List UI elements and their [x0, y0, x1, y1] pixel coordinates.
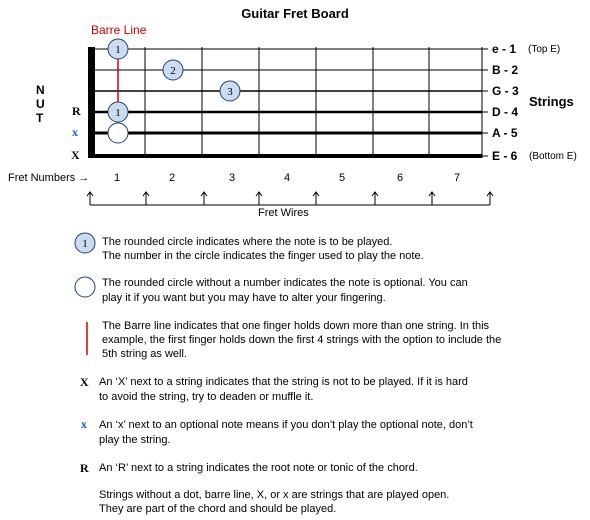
finger-dot-label: 2	[170, 65, 176, 77]
fret-number-1: 1	[113, 172, 121, 184]
legend-x-mark: X	[80, 375, 89, 389]
nut-bar	[88, 47, 95, 158]
legend-optional-circle-icon	[75, 277, 95, 297]
fret-number-3: 3	[228, 172, 236, 184]
legend-xlower-line1: An ‘x’ next to an optional note means if you don’t play the optional note, don’t	[99, 419, 473, 431]
fret-number-7: 7	[453, 172, 461, 184]
barre-line-label: Barre Line	[91, 23, 147, 37]
legend-barre-line2: example, the first finger holds down the first 4 strings with the option to include the	[102, 334, 502, 346]
string-note-1: (Top E)	[528, 44, 561, 55]
legend-barre-line1: The Barre line indicates that one finger holds down more than one string. In this	[102, 320, 490, 332]
legend-r-mark: R	[80, 461, 89, 475]
string-name-5: A - 5	[492, 126, 518, 140]
legend-numbered-line2: The number in the circle indicates the finger used to play the note.	[102, 250, 424, 262]
legend-numbered-circle-label: 1	[82, 238, 88, 250]
string-mark-optional-mute: x	[72, 125, 78, 139]
string-note-6: (Bottom E)	[529, 151, 577, 162]
fret-number-4: 4	[283, 172, 291, 184]
legend-optional-line1: The rounded circle without a number indicates the note is optional. You can	[102, 277, 468, 289]
diagram-title: Guitar Fret Board	[241, 6, 349, 21]
legend-xlower-mark: x	[81, 417, 87, 431]
finger-dot-label: 1	[115, 44, 121, 56]
legend-x-line1: An ‘X’ next to a string indicates that the string is not to be played. If it is hard	[99, 376, 468, 388]
legend-open-line1: Strings without a dot, barre line, X, or x are strings that are played open.	[99, 489, 450, 501]
legend-r-line1: An ‘R’ next to a string indicates the root note or tonic of the chord.	[99, 462, 418, 474]
fret-numbers-label: Fret Numbers →	[8, 172, 90, 184]
string-name-2: B - 2	[492, 63, 519, 77]
finger-dot-label: 3	[227, 86, 233, 98]
legend-xlower-line2: play the string.	[99, 434, 171, 446]
legend-x-line2: to avoid the string, try to deaden or muffle it.	[99, 391, 314, 403]
optional-note-dot	[108, 123, 128, 143]
strings-label: Strings	[529, 94, 574, 109]
nut-letter-n: N	[36, 83, 45, 97]
string-name-3: G - 3	[492, 84, 519, 98]
fret-wires-label: Fret Wires	[258, 207, 309, 219]
finger-dot-label: 1	[115, 107, 121, 119]
legend-open-line2: They are part of the chord and should be played.	[99, 503, 337, 515]
nut-letter-t: T	[36, 111, 44, 125]
string-name-6: E - 6	[492, 149, 518, 163]
fret-number-2: 2	[168, 172, 176, 184]
legend-numbered-line1: The rounded circle indicates where the note is to be played.	[102, 236, 393, 248]
nut-letter-u: U	[36, 97, 45, 111]
legend-barre-line3: 5th string as well.	[102, 348, 187, 360]
string-mark-mute: X	[71, 148, 80, 162]
fret-number-5: 5	[338, 172, 346, 184]
string-name-1: e - 1	[492, 42, 517, 56]
legend-optional-line2: play it if you want but you may have to alter your fingering.	[102, 292, 386, 304]
fret-number-6: 6	[396, 172, 404, 184]
string-name-4: D - 4	[492, 105, 519, 119]
string-mark-root: R	[72, 104, 81, 118]
